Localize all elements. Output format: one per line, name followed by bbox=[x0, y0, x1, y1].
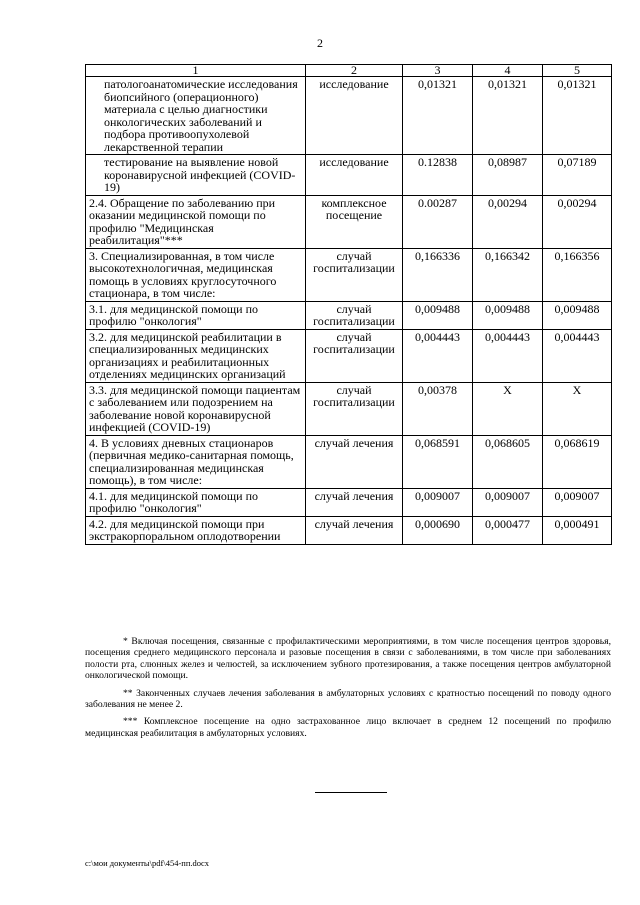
row-unit-cell: случай лечения bbox=[306, 516, 403, 544]
row-name-cell: 3.1. для медицинской помощи по профилю "онкология" bbox=[86, 301, 306, 329]
row-value-col4: 0,009488 bbox=[473, 301, 543, 329]
table-row bbox=[86, 77, 612, 155]
row-value-col4: 0,068605 bbox=[473, 435, 543, 488]
row-name-cell: патологоанатомические исследования биопсийного (операционного) материала с целью диагностики онкологических заболеваний и подбора противоопухолевой лекарственной терапии bbox=[86, 77, 306, 155]
file-path: c:\мои документы\pdf\454-пп.docx bbox=[85, 858, 210, 868]
row-value-col4: 0,01321 bbox=[473, 77, 543, 155]
row-value-col4: 0,166342 bbox=[473, 248, 543, 301]
row-value-col3: 0,00378 bbox=[403, 382, 473, 435]
row-value-col4: 0,000477 bbox=[473, 516, 543, 544]
row-value-col3: 0,166336 bbox=[403, 248, 473, 301]
table-row bbox=[86, 516, 612, 544]
table-row bbox=[86, 301, 612, 329]
row-value-col4: 0,08987 bbox=[473, 155, 543, 196]
row-name-cell: тестирование на выявление новой коронавирусной инфекцией (COVID-19) bbox=[86, 155, 306, 196]
row-value-col4: X bbox=[473, 382, 543, 435]
row-unit-cell: случай госпитализации bbox=[306, 382, 403, 435]
header-col-2: 2 bbox=[306, 65, 403, 77]
row-name-cell: 4.1. для медицинской помощи по профилю "онкология" bbox=[86, 488, 306, 516]
row-value-col3: 0,009488 bbox=[403, 301, 473, 329]
header-col-5: 5 bbox=[543, 65, 612, 77]
row-value-col5: 0,07189 bbox=[543, 155, 612, 196]
row-value-col5: 0,000491 bbox=[543, 516, 612, 544]
row-name-cell: 2.4. Обращение по заболеванию при оказании медицинской помощи по профилю "Медицинская реабилитация"*** bbox=[86, 195, 306, 248]
row-value-col3: 0,004443 bbox=[403, 329, 473, 382]
footnote-3: *** Комплексное посещение на одно застрахованное лицо включает в среднем 12 посещений по профилю медицинская реабилитация в амбулаторных условиях. bbox=[85, 716, 611, 739]
row-value-col5: 0,009007 bbox=[543, 488, 612, 516]
row-value-col3: 0,01321 bbox=[403, 77, 473, 155]
row-value-col5: 0,166356 bbox=[543, 248, 612, 301]
row-unit-cell: случай госпитализации bbox=[306, 301, 403, 329]
table-row bbox=[86, 248, 612, 301]
header-col-1: 1 bbox=[86, 65, 306, 77]
table-header-row bbox=[86, 65, 612, 77]
row-name-cell: 3.3. для медицинской помощи пациентам с заболеванием или подозрением на заболевание новой коронавирусной инфекцией (COVID-19) bbox=[86, 382, 306, 435]
row-unit-cell: случай госпитализации bbox=[306, 248, 403, 301]
row-value-col5: 0,004443 bbox=[543, 329, 612, 382]
row-value-col5: 0,009488 bbox=[543, 301, 612, 329]
footnote-2: ** Законченных случаев лечения заболевания в амбулаторных условиях с кратностью посещений по поводу одного заболевания не менее 2. bbox=[85, 687, 611, 711]
row-value-col5: 0,00294 bbox=[543, 195, 612, 248]
table-row bbox=[86, 488, 612, 516]
row-value-col5: X bbox=[543, 382, 612, 435]
end-separator-line bbox=[315, 792, 387, 793]
page-number: 2 bbox=[317, 36, 323, 50]
table-row bbox=[86, 435, 612, 488]
row-value-col5: 0,01321 bbox=[543, 77, 612, 155]
row-name-cell: 4. В условиях дневных стационаров (первичная медико-санитарная помощь, специализированная медицинская помощь), в том числе: bbox=[86, 435, 306, 488]
footnote-1: * Включая посещения, связанные с профилактическими мероприятиями, в том числе посещения центров здоровья, посещения среднего медицинского персонала и разовые посещения в связи с заболеваниями, в том числе при заболеваниях полости рта, слюнных желез и челюстей, за исключением зубного протезирования, а также посещения центров амбулаторной онкологической помощи. bbox=[85, 636, 611, 682]
norms-table bbox=[85, 64, 612, 545]
table-row bbox=[86, 195, 612, 248]
row-name-cell: 3. Специализированная, в том числе высокотехнологичная, медицинская помощь в условиях круглосуточного стационара, в том числе: bbox=[86, 248, 306, 301]
footnotes bbox=[85, 636, 611, 745]
row-unit-cell: исследование bbox=[306, 155, 403, 196]
row-value-col4: 0,009007 bbox=[473, 488, 543, 516]
row-value-col3: 0.00287 bbox=[403, 195, 473, 248]
row-value-col3: 0.12838 bbox=[403, 155, 473, 196]
row-value-col3: 0,009007 bbox=[403, 488, 473, 516]
table-row bbox=[86, 155, 612, 196]
row-value-col5: 0,068619 bbox=[543, 435, 612, 488]
table-row bbox=[86, 329, 612, 382]
row-value-col4: 0,00294 bbox=[473, 195, 543, 248]
row-value-col3: 0,000690 bbox=[403, 516, 473, 544]
row-unit-cell: комплексное посещение bbox=[306, 195, 403, 248]
header-col-4: 4 bbox=[473, 65, 543, 77]
row-unit-cell: случай лечения bbox=[306, 435, 403, 488]
row-unit-cell: случай лечения bbox=[306, 488, 403, 516]
row-name-cell: 4.2. для медицинской помощи при экстракорпоральном оплодотворении bbox=[86, 516, 306, 544]
row-value-col4: 0,004443 bbox=[473, 329, 543, 382]
row-unit-cell: случай госпитализации bbox=[306, 329, 403, 382]
table-row bbox=[86, 382, 612, 435]
row-unit-cell: исследование bbox=[306, 77, 403, 155]
header-col-3: 3 bbox=[403, 65, 473, 77]
table-body bbox=[86, 77, 612, 545]
row-name-cell: 3.2. для медицинской реабилитации в специализированных медицинских организациях и реабилитационных отделениях медицинских организаций bbox=[86, 329, 306, 382]
row-value-col3: 0,068591 bbox=[403, 435, 473, 488]
